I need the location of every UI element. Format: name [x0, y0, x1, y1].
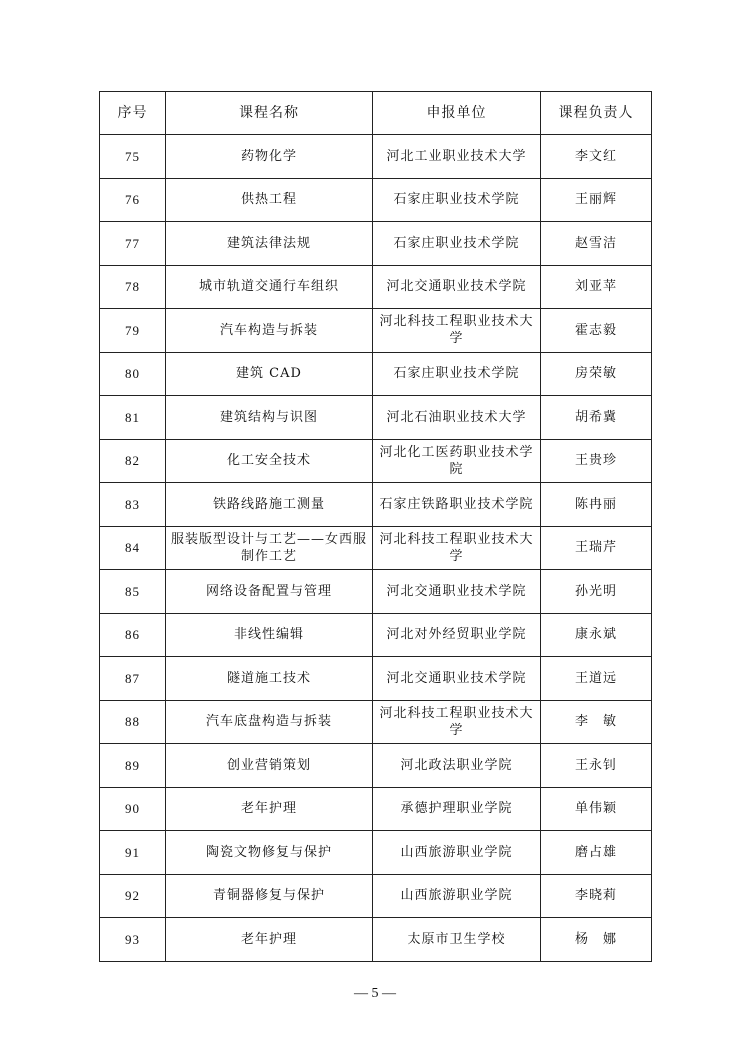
table-row — [100, 874, 652, 918]
cell-course: 供热工程 — [166, 178, 373, 222]
cell-lead: 单伟颖 — [541, 787, 652, 831]
table-row — [100, 918, 652, 962]
cell-no: 80 — [100, 352, 166, 396]
cell-course: 建筑 CAD — [166, 352, 373, 396]
cell-no: 91 — [100, 831, 166, 875]
cell-course: 汽车底盘构造与拆装 — [166, 700, 373, 744]
cell-lead: 刘亚苹 — [541, 265, 652, 309]
header-no: 序号 — [100, 92, 166, 135]
cell-no: 86 — [100, 613, 166, 657]
table-row — [100, 396, 652, 440]
cell-unit: 河北科技工程职业技术大学 — [373, 309, 541, 353]
cell-lead: 孙光明 — [541, 570, 652, 614]
cell-lead: 胡希冀 — [541, 396, 652, 440]
table-row — [100, 483, 652, 527]
cell-lead: 王丽辉 — [541, 178, 652, 222]
table-row — [100, 657, 652, 701]
cell-no: 76 — [100, 178, 166, 222]
cell-no: 83 — [100, 483, 166, 527]
cell-lead: 李文红 — [541, 135, 652, 179]
cell-course: 青铜器修复与保护 — [166, 874, 373, 918]
cell-course: 创业营销策划 — [166, 744, 373, 788]
table-row — [100, 700, 652, 744]
cell-course: 城市轨道交通行车组织 — [166, 265, 373, 309]
cell-course: 老年护理 — [166, 787, 373, 831]
cell-lead: 李晓莉 — [541, 874, 652, 918]
cell-course: 隧道施工技术 — [166, 657, 373, 701]
header-course: 课程名称 — [166, 92, 373, 135]
cell-lead: 王瑞芹 — [541, 526, 652, 570]
cell-lead: 李 敏 — [541, 700, 652, 744]
cell-unit: 河北交通职业技术学院 — [373, 265, 541, 309]
header-unit: 申报单位 — [373, 92, 541, 135]
cell-lead: 房荣敏 — [541, 352, 652, 396]
table-body — [100, 135, 652, 962]
cell-no: 78 — [100, 265, 166, 309]
cell-course: 铁路线路施工测量 — [166, 483, 373, 527]
cell-lead: 杨 娜 — [541, 918, 652, 962]
cell-unit: 河北工业职业技术大学 — [373, 135, 541, 179]
table-row — [100, 265, 652, 309]
cell-unit: 山西旅游职业学院 — [373, 831, 541, 875]
cell-unit: 河北石油职业技术大学 — [373, 396, 541, 440]
cell-no: 79 — [100, 309, 166, 353]
cell-course: 建筑法律法规 — [166, 222, 373, 266]
cell-lead: 磨占雄 — [541, 831, 652, 875]
cell-unit: 河北对外经贸职业学院 — [373, 613, 541, 657]
cell-unit: 石家庄职业技术学院 — [373, 178, 541, 222]
cell-course: 汽车构造与拆装 — [166, 309, 373, 353]
cell-unit: 承德护理职业学院 — [373, 787, 541, 831]
cell-no: 92 — [100, 874, 166, 918]
cell-no: 93 — [100, 918, 166, 962]
cell-no: 89 — [100, 744, 166, 788]
cell-course: 老年护理 — [166, 918, 373, 962]
cell-lead: 王道远 — [541, 657, 652, 701]
cell-unit: 河北化工医药职业技术学院 — [373, 439, 541, 483]
table-row — [100, 526, 652, 570]
cell-unit: 河北交通职业技术学院 — [373, 657, 541, 701]
cell-course: 服装版型设计与工艺——女西服制作工艺 — [166, 526, 373, 570]
table-row — [100, 178, 652, 222]
cell-unit: 河北政法职业学院 — [373, 744, 541, 788]
cell-unit: 石家庄职业技术学院 — [373, 222, 541, 266]
table-row — [100, 570, 652, 614]
cell-no: 84 — [100, 526, 166, 570]
cell-no: 87 — [100, 657, 166, 701]
table-row — [100, 744, 652, 788]
table-row — [100, 309, 652, 353]
cell-no: 75 — [100, 135, 166, 179]
cell-no: 82 — [100, 439, 166, 483]
cell-unit: 石家庄铁路职业技术学院 — [373, 483, 541, 527]
cell-lead: 霍志毅 — [541, 309, 652, 353]
header-lead: 课程负责人 — [541, 92, 652, 135]
table-row — [100, 352, 652, 396]
cell-course: 非线性编辑 — [166, 613, 373, 657]
cell-no: 88 — [100, 700, 166, 744]
cell-lead: 王永钊 — [541, 744, 652, 788]
cell-unit: 河北科技工程职业技术大学 — [373, 700, 541, 744]
cell-no: 77 — [100, 222, 166, 266]
cell-no: 85 — [100, 570, 166, 614]
table-row — [100, 613, 652, 657]
cell-course: 药物化学 — [166, 135, 373, 179]
cell-lead: 赵雪洁 — [541, 222, 652, 266]
cell-lead: 康永斌 — [541, 613, 652, 657]
table-row — [100, 831, 652, 875]
cell-no: 90 — [100, 787, 166, 831]
cell-unit: 石家庄职业技术学院 — [373, 352, 541, 396]
cell-no: 81 — [100, 396, 166, 440]
page-number: — 5 — — [354, 986, 396, 1001]
cell-course: 网络设备配置与管理 — [166, 570, 373, 614]
course-table — [99, 91, 652, 962]
cell-unit: 河北科技工程职业技术大学 — [373, 526, 541, 570]
cell-course: 化工安全技术 — [166, 439, 373, 483]
table-row — [100, 439, 652, 483]
cell-unit: 河北交通职业技术学院 — [373, 570, 541, 614]
table-row — [100, 222, 652, 266]
cell-lead: 王贵珍 — [541, 439, 652, 483]
table-header-row — [100, 92, 652, 135]
cell-course: 陶瓷文物修复与保护 — [166, 831, 373, 875]
cell-lead: 陈冉丽 — [541, 483, 652, 527]
cell-unit: 山西旅游职业学院 — [373, 874, 541, 918]
table-row — [100, 787, 652, 831]
cell-course: 建筑结构与识图 — [166, 396, 373, 440]
cell-unit: 太原市卫生学校 — [373, 918, 541, 962]
table-row — [100, 135, 652, 179]
